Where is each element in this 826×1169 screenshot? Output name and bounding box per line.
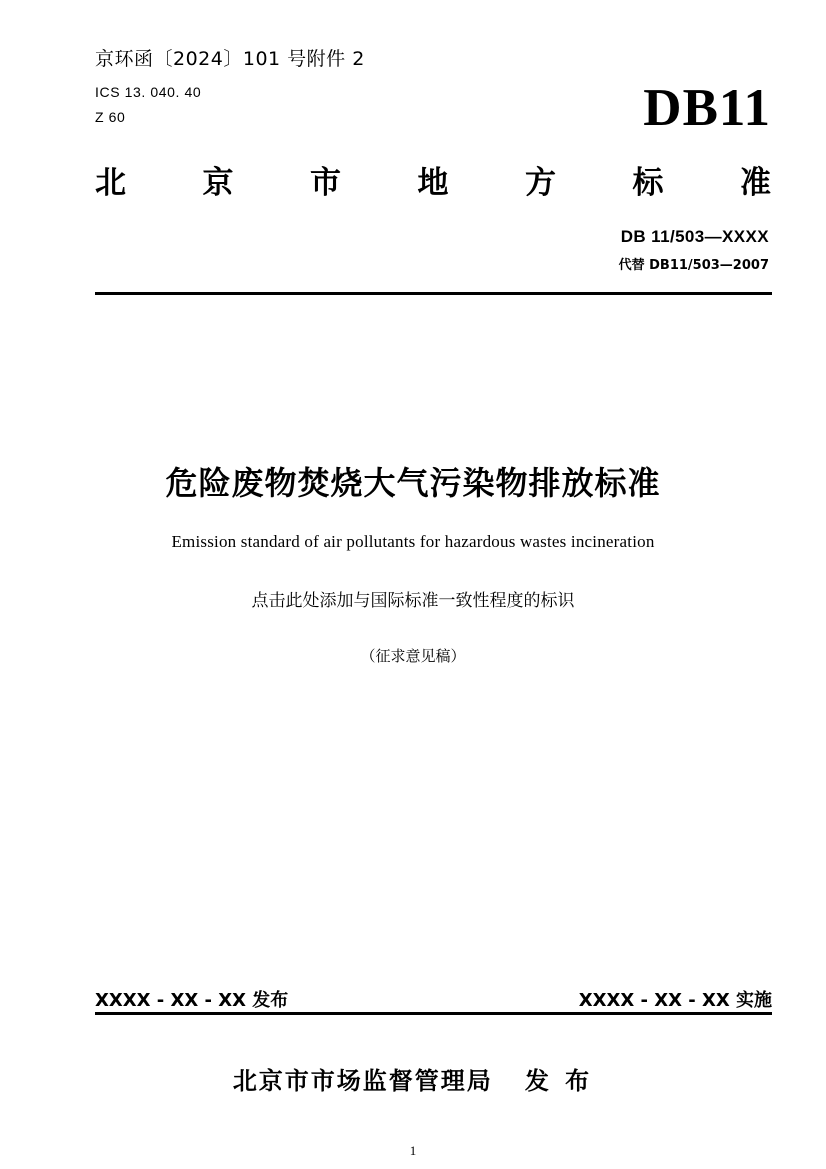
- title-english: Emission standard of air pollutants for hazardous wastes incineration: [171, 532, 655, 551]
- standard-type-char-3: 市: [310, 165, 341, 201]
- standard-type-char-7: 准: [740, 165, 771, 201]
- series-logo: DB11: [643, 79, 771, 137]
- issuer-name: 北京市市场监督管理局: [232, 1067, 493, 1095]
- replaced-standard: 代替 DB11/503—2007: [618, 258, 769, 273]
- footer-divider: [95, 1012, 772, 1015]
- effective-date: XXXX - XX - XX 实施: [578, 990, 772, 1011]
- standard-type-char-1: 北: [95, 165, 126, 201]
- issuer-publish-label: 发 布: [524, 1067, 594, 1095]
- document-reference-number: 京环函〔2024〕101 号附件 2: [95, 48, 365, 70]
- standard-type-char-6: 标: [632, 165, 664, 201]
- classification-code: Z 60: [95, 109, 126, 125]
- standard-type-char-5: 方: [525, 165, 556, 201]
- ics-code: ICS 13. 040. 40: [95, 84, 202, 100]
- title-chinese: 危险废物焚烧大气污染物排放标准: [165, 464, 661, 502]
- page-number: 1: [409, 1143, 417, 1158]
- standard-type-heading: [95, 157, 771, 202]
- header-divider: [95, 292, 772, 295]
- standard-number: DB 11/503—XXXX: [620, 227, 769, 246]
- draft-status: （征求意见稿）: [360, 647, 466, 665]
- standard-type-char-2: 京: [202, 165, 234, 201]
- issue-date: XXXX - XX - XX 发布: [95, 990, 289, 1011]
- publication-dates: [95, 986, 772, 1012]
- issuing-authority: [0, 1061, 826, 1096]
- international-identity-note: 点击此处添加与国际标准一致性程度的标识: [251, 591, 575, 611]
- standard-type-char-4: 地: [417, 165, 449, 201]
